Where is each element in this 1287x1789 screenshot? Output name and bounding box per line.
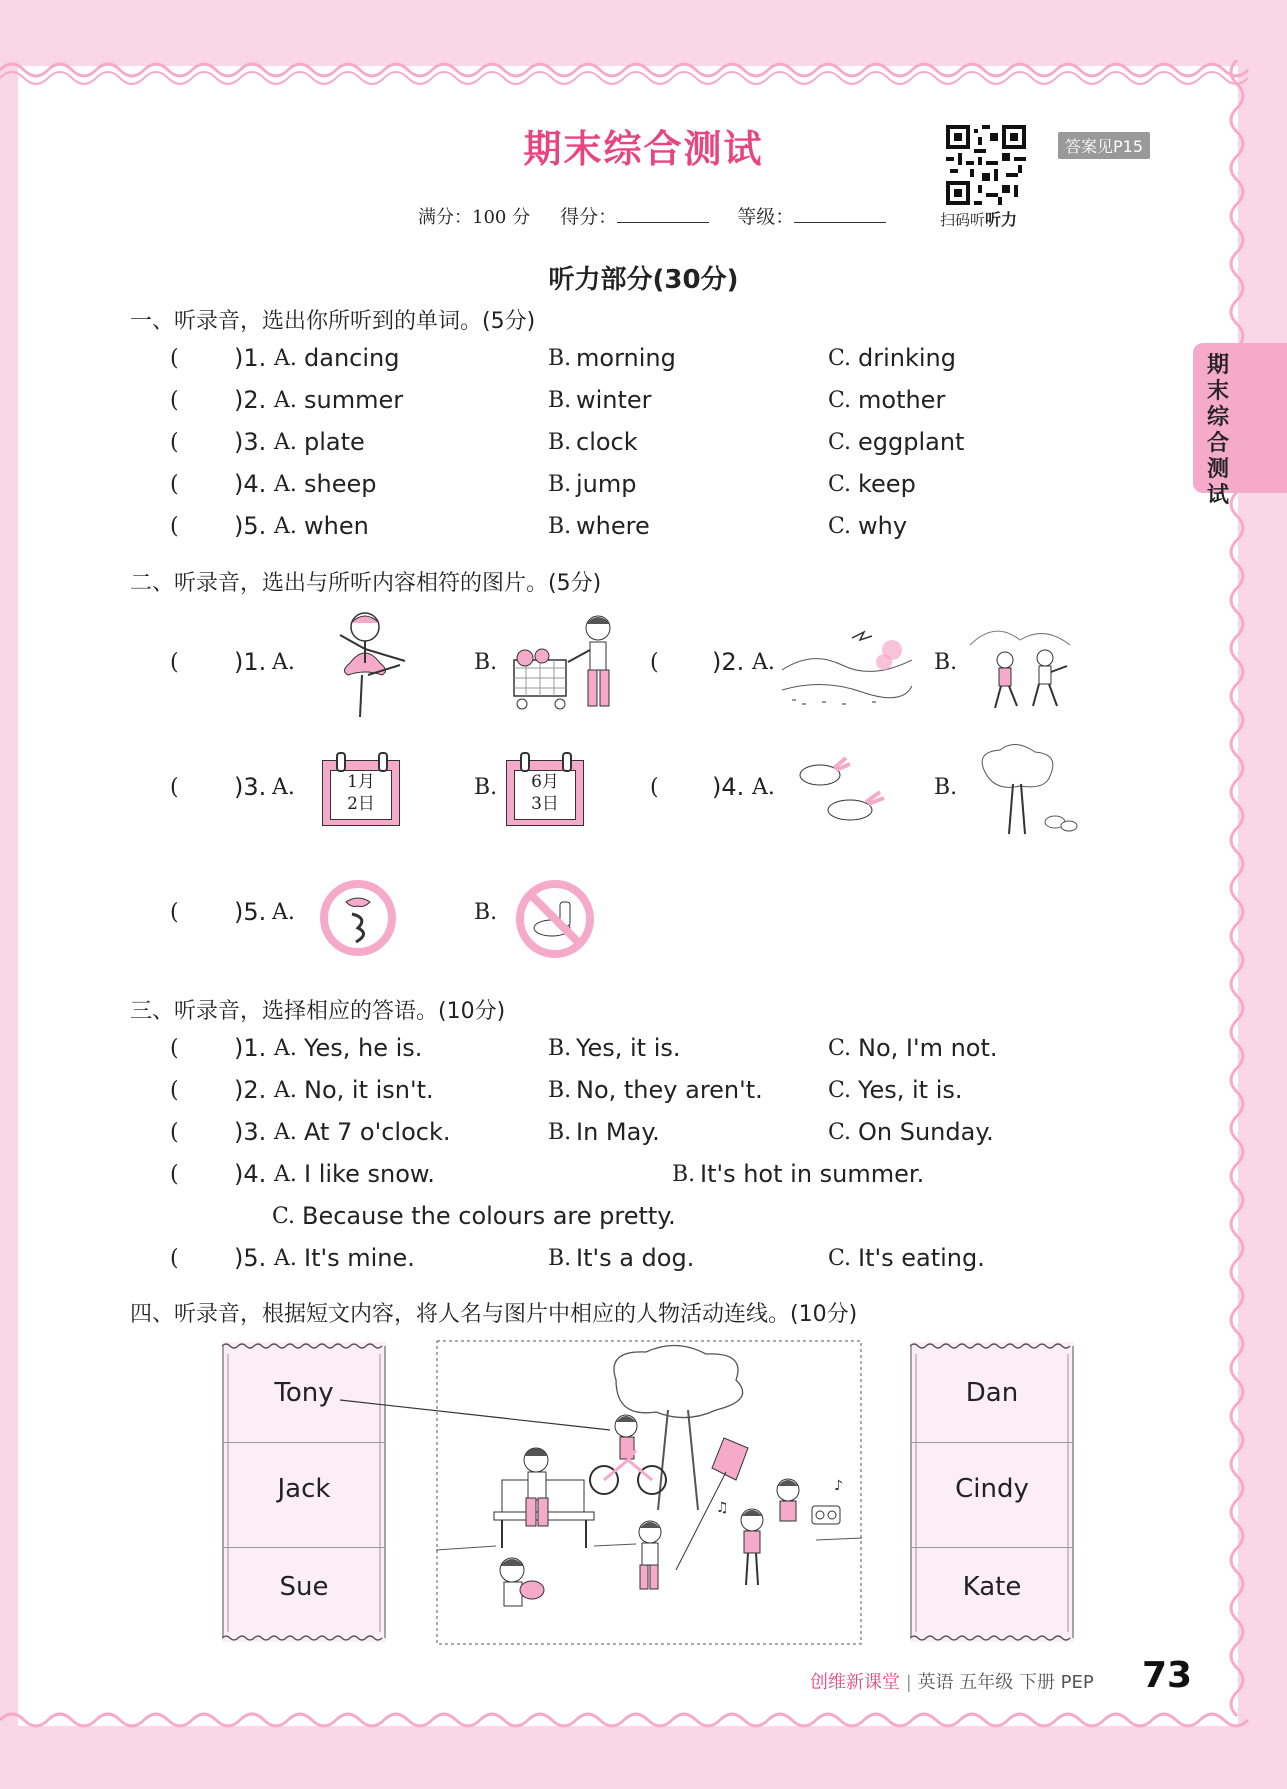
option-label: B. [548, 472, 572, 497]
option-a-text: plate [304, 428, 365, 456]
answer-paren[interactable]: ( [170, 1120, 179, 1145]
part4-heading: 四、听录音，根据短文内容，将人名与图片中相应的人物活动连线。(10分) [130, 1302, 858, 1327]
option-label: C. [828, 514, 852, 539]
answer-paren[interactable]: ( [170, 775, 179, 800]
item-number: )3. [234, 428, 267, 456]
name-tony[interactable]: Tony [274, 1378, 334, 1408]
option-b-text: No, they aren't. [576, 1076, 763, 1104]
qr-caption: 扫码听听力 [940, 210, 1018, 229]
item-number: )5. [234, 898, 267, 926]
park-scene-image [436, 1340, 862, 1645]
item-number: )1. [234, 648, 267, 676]
calendar-b-month: 6月 [531, 772, 559, 792]
option-label: A. [274, 388, 297, 413]
no-spitting-sign-icon[interactable] [318, 878, 398, 958]
answer-paren[interactable]: ( [170, 346, 179, 371]
side-tab [1193, 343, 1287, 508]
calendar-a-image[interactable] [322, 752, 400, 828]
option-c-text: keep [858, 470, 916, 498]
option-label: A. [752, 775, 775, 800]
footer-book-info: 英语 五年级 下册 PEP [917, 1672, 1094, 1693]
item-number: )2. [234, 1076, 267, 1104]
grade-blank[interactable] [794, 222, 886, 223]
option-label: A. [274, 346, 297, 371]
answer-paren[interactable]: ( [170, 900, 179, 925]
section-title: 听力部分(30分) [548, 265, 739, 295]
option-label: B. [672, 1162, 696, 1187]
name-divider [910, 1547, 1074, 1548]
example-connect-line [330, 1390, 620, 1440]
item-number: )4. [712, 773, 745, 801]
option-label: A. [274, 514, 297, 539]
option-b-text: clock [576, 428, 638, 456]
page-title: 期末综合测试 [523, 127, 764, 171]
option-c-text: Because the colours are pretty. [302, 1202, 676, 1230]
option-label: C. [828, 1246, 852, 1271]
tree-icon [614, 1345, 743, 1417]
option-b-text: morning [576, 344, 676, 372]
item-number: )3. [234, 773, 267, 801]
option-b-text: winter [576, 386, 652, 414]
calendar-b-day: 3日 [531, 794, 559, 814]
item-number: )4. [234, 1160, 267, 1188]
option-label: A. [274, 1078, 297, 1103]
option-b-text: Yes, it is. [576, 1034, 681, 1062]
answer-page-tag: 答案见P15 [1058, 132, 1150, 159]
footer-info: 创维新课堂 | 英语 五年级 下册 PEP [810, 1672, 1094, 1693]
option-label: B. [548, 1036, 572, 1061]
name-divider [222, 1547, 386, 1548]
full-score-text: 满分：100 分 [418, 207, 531, 228]
option-label: B. [548, 1120, 572, 1145]
option-label: B. [548, 430, 572, 455]
part3-heading: 三、听录音，选择相应的答语。(10分) [130, 999, 506, 1024]
option-label: A. [272, 900, 295, 925]
option-label: B. [548, 346, 572, 371]
name-dan[interactable]: Dan [965, 1378, 1019, 1408]
no-littering-sign-icon[interactable] [514, 878, 596, 960]
answer-paren[interactable]: ( [170, 388, 179, 413]
option-b-text: jump [576, 470, 637, 498]
answer-paren[interactable]: ( [170, 1162, 179, 1187]
shopping-cart-image[interactable] [510, 610, 625, 716]
calendar-a-day: 2日 [347, 794, 375, 814]
option-a-text: summer [304, 386, 404, 414]
page-number: 73 [1142, 1655, 1193, 1696]
spring-scene-image[interactable] [782, 620, 912, 710]
kids-playing-image[interactable] [965, 620, 1075, 715]
item-number: )2. [712, 648, 745, 676]
name-sue[interactable]: Sue [279, 1572, 329, 1602]
svg-text:♫: ♫ [716, 1500, 729, 1516]
tree-and-rabbits-image[interactable] [965, 742, 1080, 838]
svg-text:♪: ♪ [834, 1478, 843, 1494]
option-c-text: drinking [858, 344, 956, 372]
option-label: B. [934, 650, 958, 675]
option-label: B. [474, 650, 498, 675]
option-a-text: I like snow. [304, 1160, 435, 1188]
rabbits-jumping-image[interactable] [790, 750, 890, 832]
name-cindy[interactable]: Cindy [955, 1474, 1029, 1504]
option-b-text: In May. [576, 1118, 660, 1146]
option-label: B. [548, 1078, 572, 1103]
option-label: C. [828, 1036, 852, 1061]
option-label: C. [272, 1204, 296, 1229]
answer-paren[interactable]: ( [170, 514, 179, 539]
option-c-text: On Sunday. [858, 1118, 994, 1146]
score-blank[interactable] [617, 222, 709, 223]
option-a-text: sheep [304, 470, 377, 498]
option-a-text: No, it isn't. [304, 1076, 434, 1104]
name-kate[interactable]: Kate [962, 1572, 1022, 1602]
option-label: C. [828, 472, 852, 497]
option-c-text: eggplant [858, 428, 965, 456]
option-a-text: At 7 o'clock. [304, 1118, 451, 1146]
item-number: )5. [234, 512, 267, 540]
calendar-a-month: 1月 [347, 772, 375, 792]
option-label: B. [474, 775, 498, 800]
option-a-text: It's mine. [304, 1244, 415, 1272]
grade-label: 等级： [737, 206, 795, 228]
option-c-text: Yes, it is. [858, 1076, 963, 1104]
option-label: B. [548, 514, 572, 539]
name-jack[interactable]: Jack [277, 1474, 331, 1504]
option-label: A. [272, 650, 295, 675]
option-label: C. [828, 1078, 852, 1103]
ballet-dancer-image[interactable] [320, 605, 410, 723]
answer-paren[interactable]: ( [650, 650, 659, 675]
option-label: A. [274, 472, 297, 497]
option-label: C. [828, 430, 852, 455]
item-number: )3. [234, 1118, 267, 1146]
option-label: B. [934, 775, 958, 800]
option-a-text: dancing [304, 344, 400, 372]
option-label: B. [474, 900, 498, 925]
top-wavy-border [0, 50, 1287, 90]
part1-heading: 一、听录音，选出你所听到的单词。(5分) [130, 309, 536, 334]
option-label: A. [274, 430, 297, 455]
option-label: C. [828, 388, 852, 413]
right-names-box [910, 1342, 1074, 1642]
option-label: B. [548, 1246, 572, 1271]
option-label: A. [274, 1036, 297, 1061]
answer-paren[interactable]: ( [170, 650, 179, 675]
option-label: A. [272, 775, 295, 800]
bottom-wavy-border [0, 1700, 1287, 1740]
item-number: )1. [234, 344, 267, 372]
name-divider [910, 1442, 1074, 1443]
side-tab-label: 期末综合测试 [1207, 353, 1230, 508]
answer-paren[interactable]: ( [170, 1078, 179, 1103]
left-names-box [222, 1342, 386, 1642]
answer-paren[interactable]: ( [170, 472, 179, 497]
answer-paren[interactable]: ( [170, 1036, 179, 1061]
option-label: A. [752, 650, 775, 675]
part2-heading: 二、听录音，选出与所听内容相符的图片。(5分) [130, 571, 602, 596]
score-line [418, 202, 908, 229]
score-label: 得分： [560, 206, 618, 228]
option-label: C. [828, 346, 852, 371]
option-b-text: It's hot in summer. [700, 1160, 925, 1188]
calendar-b-image[interactable] [506, 752, 584, 828]
option-a-text: when [304, 512, 369, 540]
right-wavy-border [1222, 60, 1252, 1720]
item-number: )5. [234, 1244, 267, 1272]
item-number: )1. [234, 1034, 267, 1062]
option-b-text: where [576, 512, 650, 540]
qr-code-icon[interactable] [946, 125, 1026, 205]
answer-paren[interactable]: ( [170, 430, 179, 455]
option-b-text: It's a dog. [576, 1244, 695, 1272]
option-c-text: No, I'm not. [858, 1034, 998, 1062]
option-c-text: why [858, 512, 908, 540]
option-a-text: Yes, he is. [304, 1034, 423, 1062]
option-label: A. [274, 1162, 297, 1187]
option-label: B. [548, 388, 572, 413]
answer-paren[interactable]: ( [650, 775, 659, 800]
answer-paren[interactable]: ( [170, 1246, 179, 1271]
option-label: A. [274, 1246, 297, 1271]
option-c-text: mother [858, 386, 946, 414]
name-divider [222, 1442, 386, 1443]
item-number: )4. [234, 470, 267, 498]
option-label: A. [274, 1120, 297, 1145]
option-c-text: It's eating. [858, 1244, 985, 1272]
item-number: )2. [234, 386, 267, 414]
option-label: C. [828, 1120, 852, 1145]
footer-brand: 创维新课堂 [810, 1672, 900, 1693]
